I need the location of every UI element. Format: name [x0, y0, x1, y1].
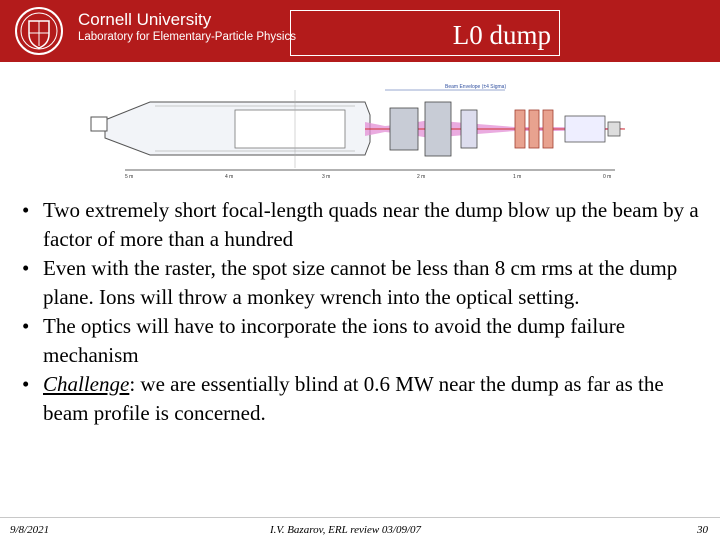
bullet-item: • The optics will have to incorporate the ions to avoid the dump failure mechanism — [22, 314, 626, 367]
footer-author: I.V. Bazarov, ERL review 03/09/07 — [270, 524, 422, 536]
position-axis — [125, 170, 615, 180]
axis-tick-label: 5 m — [125, 174, 134, 180]
beamline-diagram — [85, 80, 630, 180]
challenge-emphasis: Challenge — [43, 372, 130, 396]
axis-tick-label: 2 m — [417, 174, 426, 180]
bullet-item: • Two extremely short focal-length quads near the dump blow up the beam by a factor of more than a hundred — [22, 198, 699, 251]
axis-tick-label: 4 m — [225, 174, 234, 180]
footer-divider — [0, 517, 720, 518]
bullet-item: • Even with the raster, the spot size cannot be less than 8 cm rms at the dump plane. Ions will throw a monkey wrench into the optical setting. — [22, 256, 678, 309]
slide-title: L0 dump — [452, 20, 551, 50]
bullet-item: • Challenge: we are essentially blind at 0.6 MW near the dump as far as the beam profile is concerned. — [22, 372, 664, 425]
slide-header — [0, 0, 720, 62]
university-name: Cornell University — [78, 10, 212, 29]
lab-name: Laboratory for Elementary-Particle Physics — [78, 31, 296, 43]
footer-date: 9/8/2021 — [10, 524, 50, 536]
beam-envelope-label: Beam Envelope (±4 Sigma) — [445, 84, 507, 90]
axis-tick-label: 3 m — [322, 174, 331, 180]
axis-tick-label: 0 m — [603, 174, 612, 180]
title-box — [290, 10, 560, 56]
cornell-seal-icon — [14, 6, 64, 56]
quadrupole-magnets — [390, 102, 477, 156]
raster-magnets — [515, 110, 553, 148]
page-number: 30 — [697, 524, 708, 536]
dump-vessel — [91, 90, 370, 168]
axis-tick-label: 1 m — [513, 174, 522, 180]
bullet-list — [14, 196, 704, 428]
